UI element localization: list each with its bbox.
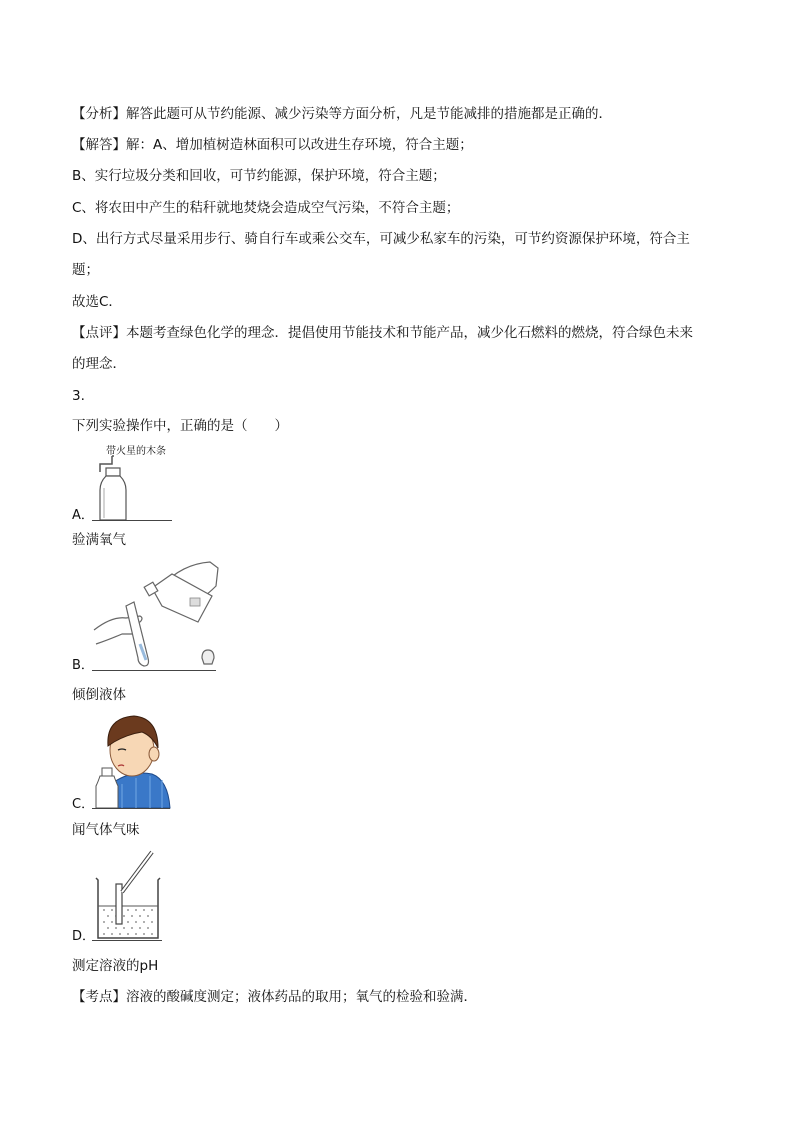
question-kaodian: 【考点】溶液的酸碱度测定；液体药品的取用；氧气的检验和验满． [72,989,477,1005]
question-number: 3. [72,388,85,404]
figure-baseline [92,520,172,521]
option-c-letter: C． [72,797,95,812]
option-b-letter: B． [72,658,94,673]
option-b-caption: 倾倒液体 [72,687,126,703]
ph-test-figure [92,848,166,942]
pouring-liquid-figure [92,560,222,672]
figure-label: 带火星的木条 [106,446,166,457]
analysis-fenxi: 【分析】解答此题可从节约能源、减少污染等方面分析，凡是节能减排的措施都是正确的． [72,106,612,122]
smelling-gas-figure [92,712,172,810]
analysis-dianping-1: 【点评】本题考查绿色化学的理念．提倡使用节能技术和节能产品，减少化石燃料的燃烧，符合绿色未来 [72,325,693,341]
option-a-letter: A． [72,508,94,523]
analysis-jieda-2: B、实行垃圾分类和回收，可节约能源，保护环境，符合主题； [72,168,446,184]
option-c-caption: 闻气体气味 [72,822,140,838]
analysis-jieda-3: C、将农田中产生的秸秆就地焚烧会造成空气污染，不符合主题； [72,200,460,216]
question-stem: 下列实验操作中，正确的是（ ） [72,418,288,434]
oxygen-test-figure [92,438,174,522]
analysis-jieda-4a: D、出行方式尽量采用步行、骑自行车或乘公交车，可减少私家车的污染，可节约资源保护环境，符合主 [72,231,690,247]
figure-baseline [92,670,216,671]
figure-baseline [92,808,170,809]
analysis-choice: 故选C． [72,294,122,310]
option-a-caption: 验满氧气 [72,532,126,548]
option-d-caption: 测定溶液的pH [72,958,159,974]
analysis-jieda-4b: 题； [72,262,99,278]
analysis-jieda-1: 【解答】解：A、增加植树造林面积可以改进生存环境，符合主题； [72,137,473,153]
figure-baseline [92,940,162,941]
option-d-letter: D． [72,929,96,944]
analysis-dianping-2: 的理念． [72,356,126,372]
